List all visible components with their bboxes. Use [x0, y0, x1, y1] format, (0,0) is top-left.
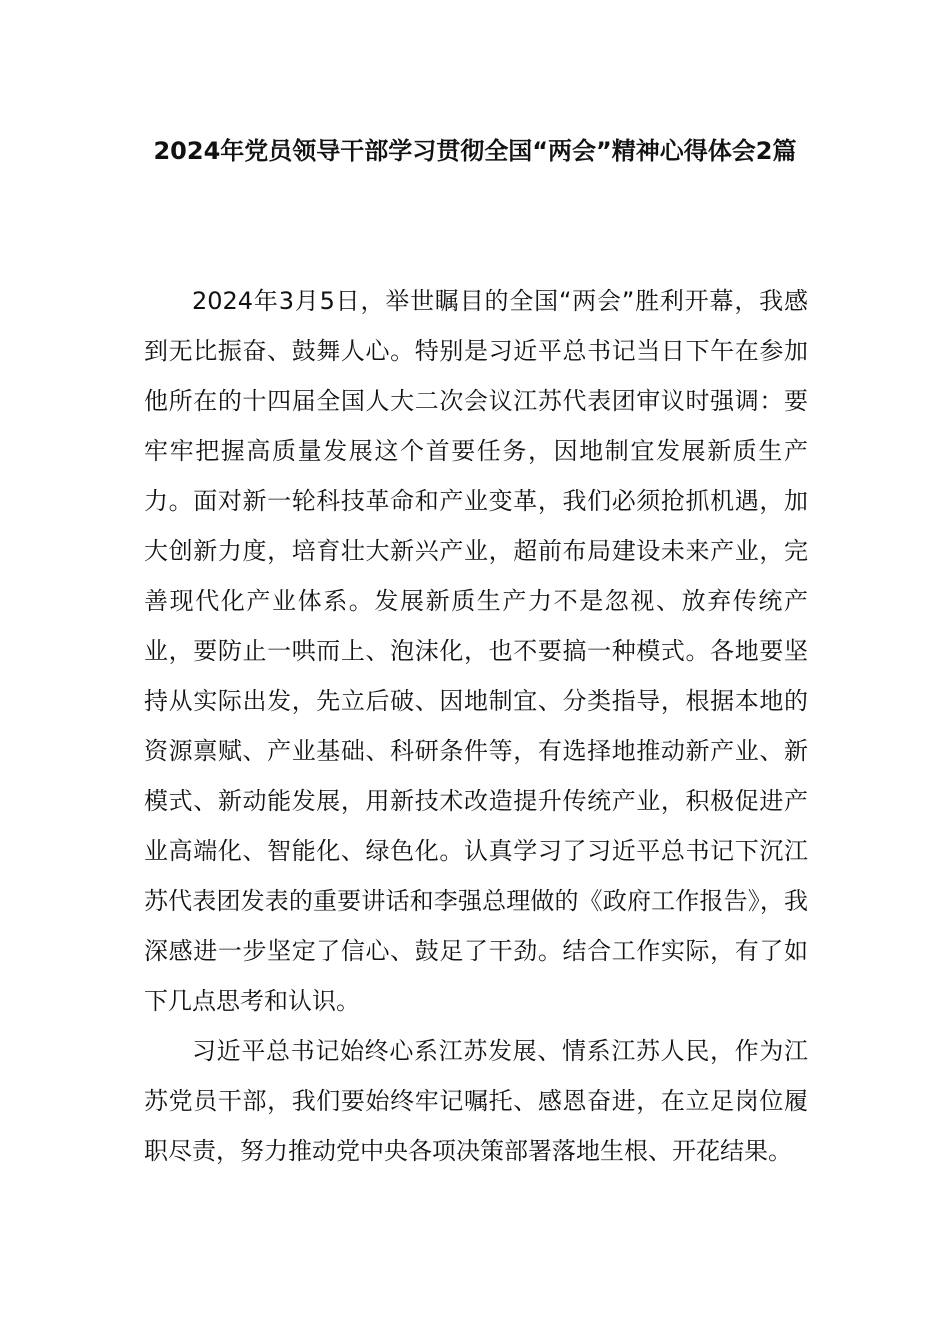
document-title: 2024年党员领导干部学习贯彻全国“两会”精神心得体会2篇 — [153, 137, 797, 165]
document-body — [144, 276, 808, 1176]
paragraph-2: 习近平总书记始终心系江苏发展、情系江苏人民，作为江苏党员干部，我们要始终牢记嘱托、感恩奋进，在立足岗位履职尽责，努力推动党中央各项决策部署落地生根、开花结果。 — [144, 1037, 808, 1165]
paragraph-1: 2024年3月5日，举世瞩目的全国“两会”胜利开幕，我感到无比振奋、鼓舞人心。特别是习近平总书记当日下午在参加他所在的十四届全国人大二次会议江苏代表团审议时强调：要牢牢把握高质量发展这个首要任务，因地制宜发展新质生产力。面对新一轮科技革命和产业变革，我们必须抢抓机遇，加大创新力度，培育壮大新兴产业，超前布局建设未来产业，完善现代化产业体系。发展新质生产力不是忽视、放弃传统产业，要防止一哄而上、泡沫化，也不要搞一种模式。各地要坚持从实际出发，先立后破、因地制宜、分类指导，根据本地的资源禀赋、产业基础、科研条件等，有选择地推动新产业、新模式、新动能发展，用新技术改造提升传统产业，积极促进产业高端化、智能化、绿色化。认真学习了习近平总书记下沉江苏代表团发表的重要讲话和李强总理做的《政府工作报告》，我深感进一步坚定了信心、鼓足了干劲。结合工作实际，有了如下几点思考和认识。 — [144, 287, 808, 1015]
